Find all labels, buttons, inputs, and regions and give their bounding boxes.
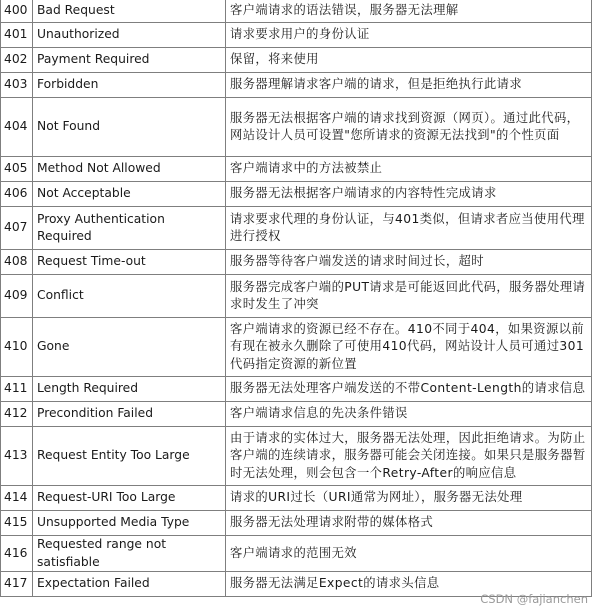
status-description: 客户端请求中的方法被禁止 [226, 157, 592, 182]
status-code: 407 [1, 207, 33, 250]
table-row [1, 402, 592, 427]
table-row [1, 377, 592, 402]
watermark: CSDN @fajianchen [480, 592, 588, 606]
status-name: Proxy Authentication Required [33, 207, 226, 250]
table-row [1, 0, 592, 23]
status-description: 保留，将来使用 [226, 48, 592, 73]
status-name: Request Time-out [33, 250, 226, 275]
table-row [1, 250, 592, 275]
status-name: Requested range not satisfiable [33, 536, 226, 572]
status-name: Unauthorized [33, 23, 226, 48]
status-code: 411 [1, 377, 33, 402]
table-row [1, 73, 592, 98]
status-name: Not Found [33, 98, 226, 157]
status-code: 415 [1, 511, 33, 536]
table-row [1, 207, 592, 250]
status-code: 406 [1, 182, 33, 207]
status-code: 405 [1, 157, 33, 182]
status-description: 请求要求代理的身份认证，与401类似，但请求者应当使用代理进行授权 [226, 207, 592, 250]
status-code: 401 [1, 23, 33, 48]
table-row [1, 157, 592, 182]
status-description: 请求要求用户的身份认证 [226, 23, 592, 48]
status-description: 客户端请求信息的先决条件错误 [226, 402, 592, 427]
status-description: 客户端请求的范围无效 [226, 536, 592, 572]
status-description: 服务器无法处理客户端发送的不带Content-Length的请求信息 [226, 377, 592, 402]
status-description: 服务器无法根据客户端请求的内容特性完成请求 [226, 182, 592, 207]
table-row [1, 98, 592, 157]
table-row [1, 572, 592, 597]
status-name: Request-URI Too Large [33, 486, 226, 511]
status-name: Conflict [33, 275, 226, 318]
status-description: 服务器无法根据客户端的请求找到资源（网页）。通过此代码，网站设计人员可设置"您所请求的资源无法找到"的个性页面 [226, 98, 592, 157]
status-description: 请求的URI过长（URI通常为网址），服务器无法处理 [226, 486, 592, 511]
status-description: 服务器无法处理请求附带的媒体格式 [226, 511, 592, 536]
status-description: 服务器完成客户端的PUT请求是可能返回此代码，服务器处理请求时发生了冲突 [226, 275, 592, 318]
status-code: 400 [1, 0, 33, 23]
status-description: 客户端请求的资源已经不存在。410不同于404，如果资源以前有现在被永久删除了可使用410代码，网站设计人员可通过301代码指定资源的新位置 [226, 318, 592, 377]
status-description: 由于请求的实体过大，服务器无法处理，因此拒绝请求。为防止客户端的连续请求，服务器可能会关闭连接。如果只是服务器暂时无法处理，则会包含一个Retry-After的响应信息 [226, 427, 592, 486]
status-code: 402 [1, 48, 33, 73]
table-row [1, 511, 592, 536]
status-code: 408 [1, 250, 33, 275]
status-code: 414 [1, 486, 33, 511]
status-name: Forbidden [33, 73, 226, 98]
status-description: 服务器理解请求客户端的请求，但是拒绝执行此请求 [226, 73, 592, 98]
table-row [1, 536, 592, 572]
status-code: 403 [1, 73, 33, 98]
status-description: 服务器无法满足Expect的请求头信息 [226, 572, 592, 597]
status-code: 412 [1, 402, 33, 427]
status-name: Unsupported Media Type [33, 511, 226, 536]
table-row [1, 427, 592, 486]
status-name: Expectation Failed [33, 572, 226, 597]
status-code: 404 [1, 98, 33, 157]
table-row [1, 318, 592, 377]
status-code: 417 [1, 572, 33, 597]
table-row [1, 23, 592, 48]
status-name: Length Required [33, 377, 226, 402]
status-name: Gone [33, 318, 226, 377]
status-description: 客户端请求的语法错误，服务器无法理解 [226, 0, 592, 23]
status-name: Payment Required [33, 48, 226, 73]
status-name: Precondition Failed [33, 402, 226, 427]
status-code: 410 [1, 318, 33, 377]
status-name: Not Acceptable [33, 182, 226, 207]
table-row [1, 182, 592, 207]
table-row [1, 486, 592, 511]
status-code: 416 [1, 536, 33, 572]
status-code: 409 [1, 275, 33, 318]
status-name: Request Entity Too Large [33, 427, 226, 486]
status-description: 服务器等待客户端发送的请求时间过长，超时 [226, 250, 592, 275]
status-name: Bad Request [33, 0, 226, 23]
table-row [1, 275, 592, 318]
table-row [1, 48, 592, 73]
status-name: Method Not Allowed [33, 157, 226, 182]
status-code: 413 [1, 427, 33, 486]
